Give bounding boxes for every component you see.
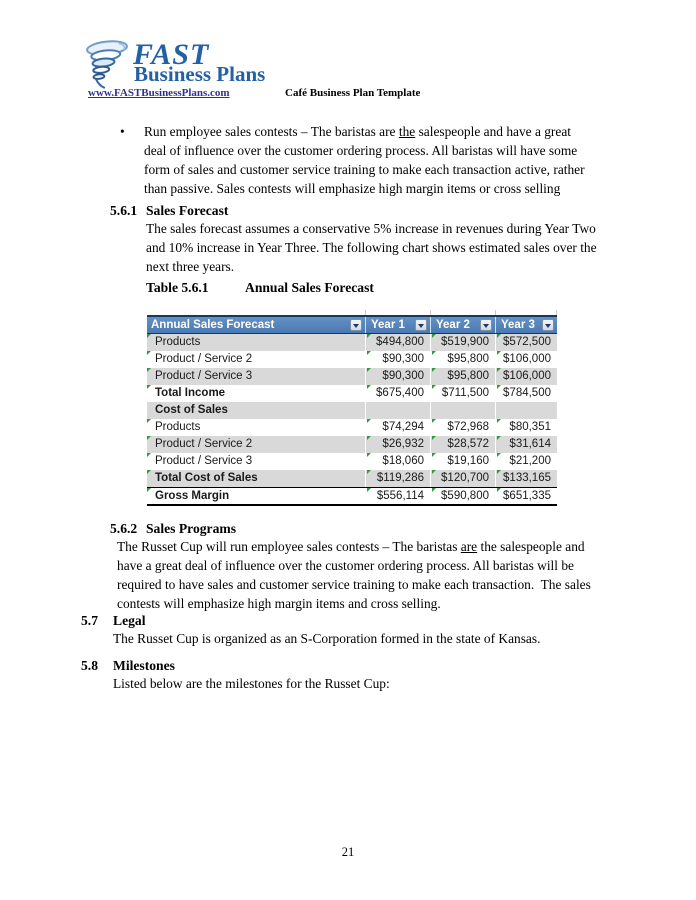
filter-dropdown-icon[interactable] (480, 319, 492, 331)
error-indicator-icon (497, 368, 501, 372)
section-number: 5.8 (81, 658, 98, 673)
table-row (147, 487, 557, 504)
error-indicator-icon (367, 488, 371, 492)
error-indicator-icon (432, 351, 436, 355)
year1-label: Year 1 (371, 319, 405, 331)
paragraph-text-underlined: are (460, 539, 478, 554)
row-label: Gross Margin (155, 490, 230, 502)
table-row (147, 385, 557, 402)
cell-value: $90,300 (382, 370, 424, 382)
error-indicator-icon (432, 334, 436, 338)
table-row (147, 436, 557, 453)
paragraph-text-post: the salespeople and have a great deal of influence over the customer ordering process. All baristas will be required to have sales and customer service training to make each transaction. The sales contests will emphasize high margin items and cross selling. (117, 539, 595, 611)
row-label-cell (147, 385, 365, 402)
cell-value: $494,800 (376, 336, 424, 348)
cell-year1-value (365, 368, 430, 385)
website-link[interactable]: www.FASTBusinessPlans.com (88, 87, 230, 99)
error-indicator-icon (147, 419, 151, 423)
bullet-text-underlined: the (398, 124, 416, 139)
cell-year2-value (430, 470, 495, 487)
document-header-title: Café Business Plan Template (285, 87, 421, 99)
cell-value: $106,000 (503, 353, 551, 365)
section-number: 5.6.1 (110, 203, 138, 218)
error-indicator-icon (432, 453, 436, 457)
filter-dropdown-icon[interactable] (542, 319, 554, 331)
error-indicator-icon (432, 385, 436, 389)
cell-value: $651,335 (503, 490, 551, 502)
cell-year3-value (495, 470, 557, 487)
error-indicator-icon (147, 488, 151, 492)
table-caption-label: Table 5.6.1 (146, 280, 209, 295)
table-row (147, 368, 557, 385)
header-cell-year3 (495, 317, 557, 333)
error-indicator-icon (367, 385, 371, 389)
error-indicator-icon (497, 334, 501, 338)
table-row (147, 470, 557, 487)
error-indicator-icon (147, 385, 151, 389)
error-indicator-icon (147, 368, 151, 372)
section-58-paragraph: Listed below are the milestones for the Russet Cup: (113, 676, 390, 691)
row-label-cell (147, 334, 365, 351)
error-indicator-icon (497, 385, 501, 389)
cell-value: $80,351 (509, 421, 551, 433)
error-indicator-icon (432, 419, 436, 423)
section-heading-561 (110, 202, 228, 219)
cell-value: $90,300 (382, 353, 424, 365)
forecast-table-body (147, 334, 557, 504)
cell-year2-value (430, 385, 495, 402)
cell-value: $28,572 (447, 438, 489, 450)
filter-dropdown-icon[interactable] (415, 319, 427, 331)
row-label: Cost of Sales (155, 404, 228, 416)
cell-value: $31,614 (509, 438, 551, 450)
row-label: Product / Service 2 (155, 353, 253, 365)
cell-year2-value (430, 419, 495, 436)
error-indicator-icon (497, 453, 501, 457)
cell-value: $572,500 (503, 336, 551, 348)
cell-year3-value (495, 334, 557, 351)
gridline-stub (495, 310, 496, 315)
cell-value: $21,200 (509, 455, 551, 467)
tornado-logo-icon (86, 40, 132, 94)
cell-year1-value (365, 419, 430, 436)
forecast-table-header (147, 315, 557, 334)
cell-year1-value (365, 351, 430, 368)
cell-value: $120,700 (441, 472, 489, 484)
table-row (147, 453, 557, 470)
paragraph-text-pre: The Russet Cup will run employee sales contests – The baristas (117, 539, 461, 554)
row-label-cell (147, 488, 365, 504)
row-label-cell (147, 351, 365, 368)
cell-value: $711,500 (441, 387, 489, 399)
cell-value: $556,114 (376, 490, 424, 502)
cell-year1-value (365, 470, 430, 487)
row-label: Products (155, 336, 201, 348)
cell-value: $19,160 (447, 455, 489, 467)
gridline-stub (556, 310, 557, 315)
gridline-stub (365, 310, 366, 315)
row-label: Product / Service 2 (155, 438, 253, 450)
cell-year3-value (495, 436, 557, 453)
cell-year1-value (365, 436, 430, 453)
error-indicator-icon (432, 488, 436, 492)
cell-year1-value (365, 334, 430, 351)
error-indicator-icon (147, 334, 151, 338)
logo-text-fast: FAST (133, 38, 210, 71)
error-indicator-icon (432, 436, 436, 440)
row-label-cell (147, 470, 365, 487)
table-caption (146, 280, 374, 296)
cell-year2-value (430, 368, 495, 385)
cell-year2-value (430, 351, 495, 368)
section-heading-58 (81, 657, 175, 674)
cell-year3-value (495, 419, 557, 436)
error-indicator-icon (147, 453, 151, 457)
error-indicator-icon (367, 470, 371, 474)
logo-text-business-plans: Business Plans (134, 62, 266, 86)
section-number: 5.7 (81, 613, 98, 628)
bullet-text (144, 122, 596, 198)
row-label-cell (147, 402, 365, 419)
error-indicator-icon (147, 470, 151, 474)
cell-year3-value (495, 351, 557, 368)
header-cell-year1 (365, 317, 430, 333)
error-indicator-icon (432, 470, 436, 474)
cell-year3-value (495, 385, 557, 402)
cell-value: $106,000 (503, 370, 551, 382)
error-indicator-icon (367, 453, 371, 457)
section-562-paragraph (117, 537, 601, 613)
cell-year3-value (495, 453, 557, 470)
section-heading-57 (81, 612, 145, 629)
cell-year3-value (495, 488, 557, 504)
cell-year2-value (430, 488, 495, 504)
cell-value: $95,800 (447, 353, 489, 365)
cell-year1-value (365, 453, 430, 470)
cell-year2-value (430, 402, 495, 419)
section-title: Milestones (113, 658, 175, 673)
error-indicator-icon (497, 470, 501, 474)
cell-value: $675,400 (376, 387, 424, 399)
cell-value: $95,800 (447, 370, 489, 382)
gridline-stub (430, 310, 431, 315)
cell-value: $74,294 (382, 421, 424, 433)
cell-year3-value (495, 402, 557, 419)
error-indicator-icon (432, 368, 436, 372)
error-indicator-icon (367, 368, 371, 372)
cell-year1-value (365, 488, 430, 504)
section-title: Sales Forecast (146, 203, 229, 218)
cell-value: $119,286 (376, 472, 424, 484)
row-label-cell (147, 436, 365, 453)
section-heading-562 (110, 520, 236, 537)
cell-year2-value (430, 453, 495, 470)
row-label: Total Cost of Sales (155, 472, 258, 484)
row-label-cell (147, 419, 365, 436)
row-label-cell (147, 453, 365, 470)
section-57-paragraph: The Russet Cup is organized as an S-Corporation formed in the state of Kansas. (113, 631, 541, 646)
bullet-dot: • (120, 124, 125, 139)
table-row (147, 402, 557, 419)
row-label: Product / Service 3 (155, 455, 253, 467)
bullet-list-item (120, 122, 598, 198)
cell-year2-value (430, 334, 495, 351)
table-caption-title: Annual Sales Forecast (245, 280, 374, 295)
error-indicator-icon (147, 436, 151, 440)
year2-label: Year 2 (436, 319, 470, 331)
row-label-cell (147, 368, 365, 385)
cell-value: $590,800 (441, 490, 489, 502)
table-row (147, 419, 557, 436)
bullet-text-pre: Run employee sales contests – The baristas are (144, 124, 399, 139)
cell-year1-value (365, 385, 430, 402)
header-title-label: Annual Sales Forecast (151, 319, 275, 331)
error-indicator-icon (497, 351, 501, 355)
row-label: Products (155, 421, 201, 433)
table-row (147, 351, 557, 368)
error-indicator-icon (367, 334, 371, 338)
error-indicator-icon (497, 488, 501, 492)
header-cell-title (147, 317, 365, 333)
annual-sales-forecast-table (147, 315, 557, 506)
year3-label: Year 3 (501, 319, 535, 331)
bullet-text-post: salespeople and have a great deal of influence over the customer ordering process. All baristas will have some form of sales and customer service training to make each transaction active, rather than passive. Sales contests will emphasize high margin items or cross selling (144, 124, 588, 196)
error-indicator-icon (367, 419, 371, 423)
cell-value: $18,060 (382, 455, 424, 467)
section-title: Legal (113, 613, 146, 628)
error-indicator-icon (147, 351, 151, 355)
table-row (147, 334, 557, 351)
page-number: 21 (341, 845, 355, 859)
cell-value: $784,500 (503, 387, 551, 399)
error-indicator-icon (367, 351, 371, 355)
cell-value: $72,968 (447, 421, 489, 433)
error-indicator-icon (497, 436, 501, 440)
row-label: Product / Service 3 (155, 370, 253, 382)
cell-value: $26,932 (382, 438, 424, 450)
section-title: Sales Programs (146, 521, 236, 536)
cell-year2-value (430, 436, 495, 453)
filter-dropdown-icon[interactable] (350, 319, 362, 331)
error-indicator-icon (497, 419, 501, 423)
cell-value: $519,900 (441, 336, 489, 348)
section-number: 5.6.2 (110, 521, 138, 536)
cell-value: $133,165 (503, 472, 551, 484)
header-cell-year2 (430, 317, 495, 333)
cell-year3-value (495, 368, 557, 385)
cell-year1-value (365, 402, 430, 419)
error-indicator-icon (367, 436, 371, 440)
section-561-paragraph: The sales forecast assumes a conservative 5% increase in revenues during Year Two and 10% increase in Year Three. The following chart shows estimated sales over the next three years. (146, 221, 600, 274)
row-label: Total Income (155, 387, 226, 399)
